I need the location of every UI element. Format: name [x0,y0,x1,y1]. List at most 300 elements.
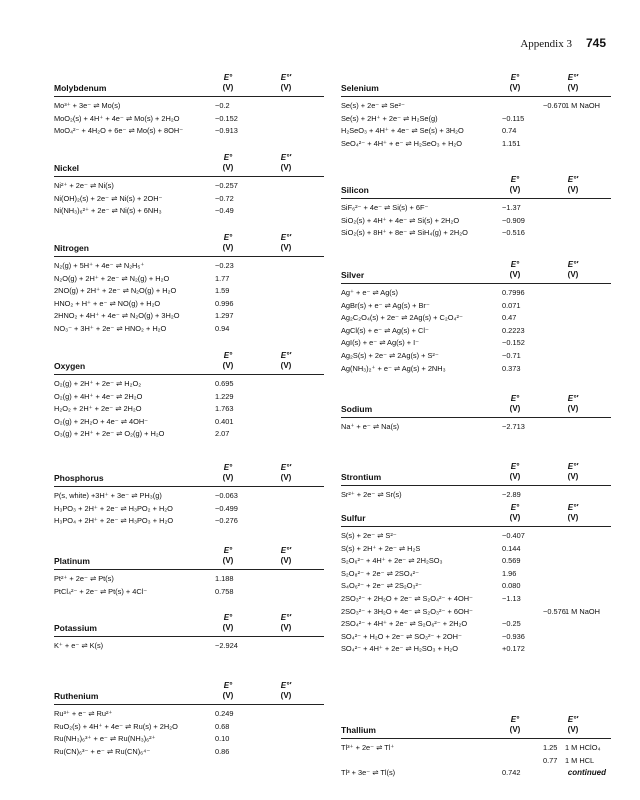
section-header [341,168,611,199]
reaction-row [341,125,611,138]
half-reaction: Se(s) + 2H⁺ + 2e⁻ ⇌ H₂Se(g) [341,113,438,123]
section-silicon [341,168,611,240]
section-header [341,496,611,527]
reaction-row [341,742,611,755]
reaction-row [54,586,324,599]
potential-unit: (V) [567,270,579,279]
potential-symbol: E° [223,546,233,555]
reaction-row [341,100,611,113]
standard-potential-value: −0.115 [502,113,525,123]
section-platinum [54,539,324,598]
standard-potential-value: 0.94 [215,323,230,333]
half-reaction: Tl³ + 3e⁻ ⇌ Tl(s) [341,768,396,778]
formal-potential-header [553,260,593,280]
half-reaction: 2SO₄²⁻ + 4H⁺ + 2e⁻ ⇌ S₂O₆²⁻ + 2H₂O [341,619,468,629]
reaction-row [54,260,324,273]
standard-potential-value: −0.909 [502,215,525,225]
condition: 1 M NaOH [565,101,600,110]
potential-unit: (V) [509,725,521,734]
half-reaction: SeO₄²⁻ + 4H⁺ + e⁻ ⇌ H₂SeO₃ + H₂O [341,138,463,148]
section-molybdenum [54,66,324,138]
section-nitrogen [54,226,324,336]
standard-potential-value: −2.924 [215,641,238,650]
standard-potential-value: 0.695 [215,379,234,388]
potential-symbol: E° [510,462,520,471]
standard-potential-value: −2.89 [502,490,521,499]
standard-potential-value: 1.188 [215,574,234,583]
reaction-row [54,205,324,218]
reaction-row [54,323,324,336]
potential-unit: (V) [567,185,579,194]
standard-potential-header [495,462,535,482]
formal-potential-header [266,73,306,93]
half-reaction: Mo³⁺ + 3e⁻ ⇌ Mo(s) [54,101,121,110]
standard-potential-value: 1.297 [215,311,234,321]
half-reaction: Ni(OH)₂(s) + 2e⁻ ⇌ Ni(s) + 2OH⁻ [54,193,163,203]
standard-potential-value: 1.151 [502,138,521,148]
reaction-row [54,298,324,311]
potential-symbol: E° [510,503,520,512]
half-reaction: Ni(NH₃)₆²⁺ + 2e⁻ ⇌ Ni(s) + 6NH₃ [54,206,162,216]
standard-potential-header [208,681,248,701]
potential-symbol: E° [510,715,520,724]
half-reaction: Ag₂C₂O₄(s) + 2e⁻ ⇌ 2Ag(s) + C₂O₄²⁻ [341,313,463,323]
section-sulfur [341,496,611,656]
standard-potential-value: 0.86 [215,746,230,756]
standard-potential-value: 0.249 [215,709,234,718]
potential-symbol: E°′ [280,233,292,242]
section-title: Nickel [54,163,80,173]
potential-symbol: E° [510,73,520,82]
potential-symbol: E° [223,681,233,690]
reaction-row [54,125,324,138]
half-reaction: Se(s) + 2e⁻ ⇌ Se²⁻ [341,101,405,110]
potential-unit: (V) [280,623,292,632]
condition: 1 M NaOH [565,606,600,616]
potential-symbol: E°′ [567,394,579,403]
reaction-row [54,746,324,759]
half-reaction: 2NO(g) + 2H⁺ + 2e⁻ ⇌ N₂O(g) + H₂O [54,286,177,296]
half-reaction: N₂(g) + 5H⁺ + 4e⁻ ⇌ N₂H₅⁺ [54,261,145,270]
reaction-row [54,273,324,286]
section-ruthenium [54,674,324,758]
formal-potential-header [553,462,593,482]
half-reaction: Na⁺ + e⁻ ⇌ Na(s) [341,422,400,431]
section-title: Selenium [341,83,379,93]
potential-unit: (V) [567,513,579,522]
standard-potential-value: 0.071 [502,300,521,310]
potential-symbol: E°′ [567,462,579,471]
reaction-row [341,606,611,619]
standard-potential-value: 0.758 [215,586,234,596]
section-title: Ruthenium [54,691,99,701]
half-reaction: O₃(g) + 2H⁺ + 2e⁻ ⇌ O₂(g) + H₂O [54,429,165,439]
standard-potential-header [495,73,535,93]
half-reaction: K⁺ + e⁻ ⇌ K(s) [54,641,104,650]
standard-potential-value: −0.407 [502,531,525,540]
standard-potential-value: 0.144 [502,543,521,553]
potential-unit: (V) [222,473,234,482]
section-title: Platinum [54,556,90,566]
standard-potential-value: −1.37 [502,203,521,212]
half-reaction: N₂O(g) + 2H⁺ + 2e⁻ ⇌ N₂(g) + H₂O [54,273,170,283]
potential-symbol: E°′ [567,260,579,269]
potential-symbol: E°′ [567,715,579,724]
reaction-row [54,193,324,206]
section-selenium [341,66,611,150]
section-title: Sodium [341,404,373,414]
section-header [54,674,324,705]
potential-unit: (V) [509,513,521,522]
potential-symbol: E°′ [567,503,579,512]
potential-symbol: E°′ [567,73,579,82]
reaction-row [341,643,611,656]
standard-potential-value: 0.569 [502,556,521,566]
reaction-row [54,100,324,113]
potential-symbol: E° [223,233,233,242]
appendix-title: Appendix 3 [520,38,572,50]
section-title: Nitrogen [54,243,89,253]
potential-unit: (V) [567,404,579,413]
half-reaction: O₂(g) + 2H₂O + 4e⁻ ⇌ 4OH⁻ [54,416,149,426]
standard-potential-value: 0.74 [502,126,517,136]
formal-potential-header [266,153,306,173]
section-nickel [54,146,324,218]
potential-unit: (V) [567,472,579,481]
standard-potential-value: −0.25 [502,619,521,629]
half-reaction: Ru(CN)₆³⁻ + e⁻ ⇌ Ru(CN)₆⁴⁻ [54,746,151,756]
potential-unit: (V) [509,404,521,413]
formal-potential-header [266,233,306,253]
potential-symbol: E° [223,613,233,622]
section-header [341,253,611,284]
continued-label: continued [567,768,606,777]
standard-potential-value: 0.2223 [502,325,525,335]
reaction-row [341,138,611,151]
standard-potential-value: 1.229 [215,391,234,401]
reaction-row [54,378,324,391]
reaction-row [341,227,611,240]
potential-symbol: E°′ [280,73,292,82]
reaction-row [341,755,611,768]
half-reaction: NO₃⁻ + 3H⁺ + 2e⁻ ⇌ HNO₂ + H₂O [54,323,167,333]
section-title: Silver [341,270,365,280]
formal-potential-header [266,546,306,566]
potential-symbol: E° [223,463,233,472]
half-reaction: S₂O₈²⁻ + 2e⁻ ⇌ 2SO₄²⁻ [341,568,419,578]
potential-unit: (V) [280,556,292,565]
standard-potential-value: −0.499 [215,503,238,513]
reaction-row [341,580,611,593]
potential-symbol: E°′ [280,546,292,555]
half-reaction: Ag(NH₃)₂⁺ + e⁻ ⇌ Ag(s) + 2NH₃ [341,363,446,373]
section-phosphorus [54,456,324,528]
reaction-row [341,287,611,300]
standard-potential-value: −0.063 [215,491,238,500]
half-reaction: MoO₄²⁻ + 4H₂O + 6e⁻ ⇌ Mo(s) + 8OH⁻ [54,126,184,136]
half-reaction: O₂(g) + 4H⁺ + 4e⁻ ⇌ 2H₂O [54,391,143,401]
potential-symbol: E°′ [567,175,579,184]
formal-potential-header [266,613,306,633]
standard-potential-value: +0.172 [502,644,525,654]
condition: 1 M HClO₄ [565,743,601,752]
potential-unit: (V) [509,185,521,194]
section-title: Phosphorus [54,473,104,483]
reaction-row [54,721,324,734]
half-reaction: H₃PO₄ + 2H⁺ + 2e⁻ ⇌ H₃PO₃ + H₂O [54,516,174,526]
standard-potential-value: −0.23 [215,261,234,270]
half-reaction: H₂O₂ + 2H⁺ + 2e⁻ ⇌ 2H₂O [54,404,142,414]
reaction-row [54,573,324,586]
page-header [520,36,606,50]
reaction-row [341,325,611,338]
reaction-row [341,530,611,543]
standard-potential-value: 2.07 [215,429,230,439]
potential-symbol: E° [223,153,233,162]
standard-potential-value: −0.257 [215,181,238,190]
potential-unit: (V) [222,83,234,92]
half-reaction: AgBr(s) + e⁻ ⇌ Ag(s) + Br⁻ [341,300,430,310]
potential-unit: (V) [509,270,521,279]
formal-potential-header [553,715,593,735]
half-reaction: Ru³⁺ + e⁻ ⇌ Ru²⁺ [54,709,113,718]
half-reaction: RuO₂(s) + 4H⁺ + 4e⁻ ⇌ Ru(s) + 2H₂O [54,721,178,731]
standard-potential-value: 0.7996 [502,288,525,297]
section-title: Potassium [54,623,97,633]
reaction-row [341,618,611,631]
standard-potential-value: −0.71 [502,350,521,360]
potential-symbol: E° [223,73,233,82]
section-header [54,539,324,570]
reaction-row [54,403,324,416]
potential-unit: (V) [222,163,234,172]
half-reaction: SO₄²⁻ + H₂O + 2e⁻ ⇌ SO₃²⁻ + 2OH⁻ [341,631,462,641]
reaction-row [54,515,324,528]
standard-potential-value: −0.2 [215,101,230,110]
potential-unit: (V) [280,691,292,700]
potential-symbol: E° [223,351,233,360]
reaction-row [341,421,611,434]
standard-potential-header [495,715,535,735]
half-reaction: Ru(NH₃)₆³⁺ + e⁻ ⇌ Ru(NH₃)₆²⁺ [54,734,156,744]
section-title: Thallium [341,725,376,735]
section-header [341,387,611,418]
reaction-row [54,503,324,516]
reaction-row [341,568,611,581]
half-reaction: SiO₂(s) + 8H⁺ + 8e⁻ ⇌ SiH₄(g) + 2H₂O [341,228,468,238]
reaction-row [341,202,611,215]
potential-symbol: E° [510,260,520,269]
potential-symbol: E°′ [280,681,292,690]
formal-potential-header [553,73,593,93]
potential-symbol: E°′ [280,351,292,360]
half-reaction: Sr²⁺ + 2e⁻ ⇌ Sr(s) [341,490,402,499]
standard-potential-value: −0.152 [215,113,238,123]
reaction-row [54,490,324,503]
section-potassium [54,606,324,653]
standard-potential-header [495,503,535,523]
formal-potential-value: −0.576 [543,606,566,616]
half-reaction: SiF₆²⁻ + 4e⁻ ⇌ Si(s) + 6F⁻ [341,203,429,212]
section-header [54,456,324,487]
standard-potential-value: −0.72 [215,193,234,203]
half-reaction: SO₄²⁻ + 4H⁺ + 2e⁻ ⇌ H₂SO₃ + H₂O [341,644,458,654]
half-reaction: PtCl₄²⁻ + 2e⁻ ⇌ Pt(s) + 4Cl⁻ [54,586,148,596]
potential-unit: (V) [222,556,234,565]
section-header [54,226,324,257]
reaction-row [341,555,611,568]
standard-potential-value: −0.936 [502,631,525,641]
standard-potential-value: 0.742 [502,768,521,778]
standard-potential-value: 0.10 [215,734,230,744]
formal-potential-header [266,351,306,371]
half-reaction: Pt²⁺ + 2e⁻ ⇌ Pt(s) [54,574,114,583]
potential-unit: (V) [280,243,292,252]
standard-potential-value: 1.763 [215,404,234,414]
reaction-row [341,312,611,325]
standard-potential-value: −0.152 [502,338,525,348]
half-reaction: S₂O₆²⁻ + 4H⁺ + 2e⁻ ⇌ 2H₂SO₃ [341,556,443,566]
half-reaction: AgI(s) + e⁻ ⇌ Ag(s) + I⁻ [341,338,420,348]
section-title: Molybdenum [54,83,107,93]
standard-potential-value: −0.276 [215,516,238,526]
potential-symbol: E°′ [280,463,292,472]
half-reaction: H₃PO₃ + 2H⁺ + 2e⁻ ⇌ H₃PO₂ + H₂O [54,503,173,513]
half-reaction: AgCl(s) + e⁻ ⇌ Ag(s) + Cl⁻ [341,325,429,335]
section-silver [341,253,611,375]
formal-potential-value: −0.670 [543,101,566,110]
half-reaction: H₂SeO₃ + 4H⁺ + 4e⁻ ⇌ Se(s) + 3H₂O [341,126,464,136]
reaction-row [341,113,611,126]
page-number: 745 [585,36,606,50]
reaction-row [54,285,324,298]
reaction-row [341,363,611,376]
half-reaction: Ni²⁺ + 2e⁻ ⇌ Ni(s) [54,181,114,190]
reaction-row [341,631,611,644]
section-sodium [341,387,611,434]
condition: 1 M HCL [565,755,595,765]
section-title: Sulfur [341,513,366,523]
standard-potential-value: 1.96 [502,568,517,578]
half-reaction: MoO₂(s) + 4H⁺ + 4e⁻ ⇌ Mo(s) + 2H₂O [54,113,180,123]
potential-unit: (V) [222,691,234,700]
potential-symbol: E° [510,175,520,184]
reaction-row [54,180,324,193]
potential-unit: (V) [509,472,521,481]
standard-potential-value: 1.59 [215,286,230,296]
potential-unit: (V) [280,163,292,172]
section-strontium [341,455,611,502]
half-reaction: S(s) + 2H⁺ + 2e⁻ ⇌ H₂S [341,543,421,553]
standard-potential-header [495,260,535,280]
half-reaction: SiO₂(s) + 4H⁺ + 4e⁻ ⇌ Si(s) + 2H₂O [341,215,460,225]
standard-potential-header [208,463,248,483]
formal-potential-header [553,503,593,523]
standard-potential-value: 0.373 [502,363,521,373]
half-reaction: Ag⁺ + e⁻ ⇌ Ag(s) [341,288,398,297]
section-header [341,455,611,486]
standard-potential-header [208,153,248,173]
half-reaction: Tl³⁺ + 2e⁻ ⇌ Tl⁺ [341,743,395,752]
half-reaction: 2SO₃²⁻ + 3H₂O + 4e⁻ ⇌ S₂O₃²⁻ + 6OH⁻ [341,606,473,616]
section-header [341,708,611,739]
standard-potential-header [208,546,248,566]
standard-potential-value: 0.080 [502,581,521,591]
standard-potential-header [208,351,248,371]
section-oxygen [54,344,324,441]
potential-unit: (V) [280,473,292,482]
potential-unit: (V) [280,83,292,92]
standard-potential-value: −2.713 [502,422,525,431]
standard-potential-value: 0.68 [215,721,230,731]
half-reaction: Ag₂S(s) + 2e⁻ ⇌ 2Ag(s) + S²⁻ [341,350,439,360]
formal-potential-header [553,175,593,195]
reaction-row [54,391,324,404]
reaction-row [54,113,324,126]
half-reaction: HNO₂ + H⁺ + e⁻ ⇌ NO(g) + H₂O [54,298,161,308]
potential-unit: (V) [567,725,579,734]
half-reaction: S₄O₆²⁻ + 2e⁻ ⇌ 2S₂O₃²⁻ [341,581,422,591]
reaction-row [341,543,611,556]
formal-potential-header [266,681,306,701]
reaction-row [54,416,324,429]
potential-symbol: E°′ [280,153,292,162]
standard-potential-header [495,394,535,414]
section-title: Oxygen [54,361,86,371]
section-title: Silicon [341,185,369,195]
formal-potential-value: 0.77 [543,755,558,765]
section-header [54,66,324,97]
reaction-row [341,350,611,363]
reaction-row [54,708,324,721]
half-reaction: 2HNO₂ + 4H⁺ + 4e⁻ ⇌ N₂O(g) + 3H₂O [54,311,180,321]
reaction-row [341,300,611,313]
reaction-row [341,337,611,350]
formal-potential-header [553,394,593,414]
half-reaction: O₂(g) + 2H⁺ + 2e⁻ ⇌ H₂O₂ [54,379,142,388]
potential-unit: (V) [222,361,234,370]
section-header [54,606,324,637]
half-reaction: S(s) + 2e⁻ ⇌ S²⁻ [341,531,397,540]
reaction-row [54,733,324,746]
standard-potential-header [208,73,248,93]
potential-unit: (V) [509,83,521,92]
standard-potential-header [208,233,248,253]
potential-unit: (V) [222,623,234,632]
half-reaction: 2SO₃²⁻ + 2H₂O + 2e⁻ ⇌ S₂O₄²⁻ + 4OH⁻ [341,593,473,603]
reaction-row [54,428,324,441]
reaction-row [54,640,324,653]
standard-potential-value: −0.913 [215,126,238,136]
standard-potential-value: 0.47 [502,313,517,323]
reaction-row [341,215,611,228]
formal-potential-value: 1.25 [543,743,558,752]
standard-potential-value: 0.401 [215,416,234,426]
potential-unit: (V) [567,83,579,92]
section-header [54,344,324,375]
standard-potential-value: 1.77 [215,273,230,283]
reaction-row [54,310,324,323]
standard-potential-value: 0.996 [215,298,234,308]
half-reaction: P(s, white) +3H⁺ + 3e⁻ ⇌ PH₃(g) [54,491,162,500]
standard-potential-header [208,613,248,633]
standard-potential-value: −0.49 [215,206,234,216]
standard-potential-value: −1.13 [502,593,521,603]
section-header [54,146,324,177]
section-header [341,66,611,97]
standard-potential-value: −0.516 [502,228,525,238]
potential-unit: (V) [222,243,234,252]
